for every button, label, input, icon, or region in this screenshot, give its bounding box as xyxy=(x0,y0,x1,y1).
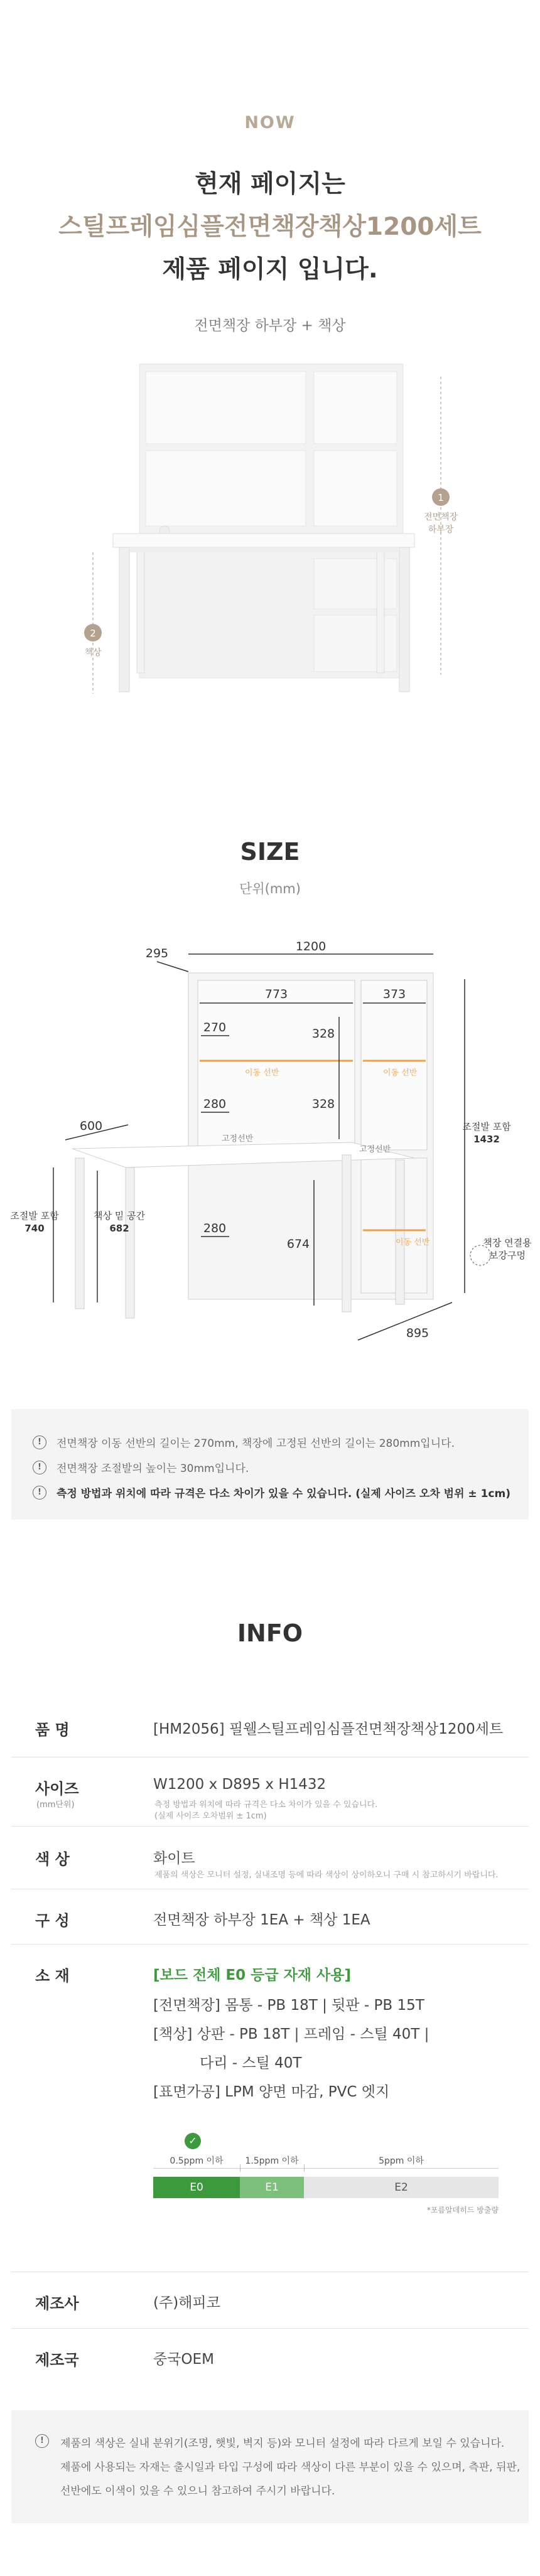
info-icon: ! xyxy=(35,2434,49,2448)
info-row-material xyxy=(11,1945,529,2272)
note-text-3: 측정 방법과 위치에 따라 규격은 다소 차이가 있을 수 있습니다. (실제 사이즈 오차 범위 ± 1cm) xyxy=(57,1488,510,1500)
note-text-2: 전면책장 조절발의 높이는 30mm입니다. xyxy=(57,1462,249,1475)
fixed-shelf-label-2: 고정선반 xyxy=(359,1145,391,1154)
dim-295: 295 xyxy=(145,947,169,960)
material-label: 소 재 xyxy=(35,1967,70,1985)
dim-373: 373 xyxy=(382,987,406,1001)
product-illustration xyxy=(0,352,540,791)
dim-674: 674 xyxy=(286,1237,310,1251)
dim-895: 895 xyxy=(406,1326,429,1340)
info-icon: ! xyxy=(33,1436,46,1449)
material-line-1: [전면책장] 몸통 - PB 18T | 뒷판 - PB 15T xyxy=(153,1997,424,2014)
callout-bookcase xyxy=(424,377,458,675)
desk-space-value: 682 xyxy=(109,1223,129,1234)
product-label: 품 명 xyxy=(35,1721,70,1739)
note-row-3 xyxy=(33,1484,510,1500)
size-label: 사이즈 xyxy=(35,1780,79,1798)
now-badge: NOW xyxy=(244,113,296,132)
heading-line-1: 현재 페이지는 xyxy=(195,170,345,198)
heading-line-3: 제품 페이지 입니다. xyxy=(162,255,378,284)
size-notes-box xyxy=(11,1409,529,1520)
formaldehyde-grade-chart xyxy=(153,2133,499,2227)
note-row-1 xyxy=(33,1434,455,1450)
info-row-composition xyxy=(11,1889,529,1945)
connector-label-2: 보강구멍 xyxy=(489,1250,526,1261)
size-note-2: (실제 사이즈 오차범위 ± 1cm) xyxy=(154,1811,267,1821)
composition-value: 전면책장 하부장 1EA + 책상 1EA xyxy=(153,1912,370,1928)
dim-328-lower: 328 xyxy=(311,1097,335,1111)
check-icon: ✓ xyxy=(185,2133,201,2149)
material-headline: [보드 전체 E0 등급 자재 사용] xyxy=(153,1967,351,1983)
note-text-1: 전면책장 이동 선반의 길이는 270mm, 책장에 고정된 선반의 길이는 280mm입니다. xyxy=(57,1437,455,1450)
info-row-product xyxy=(11,1695,529,1758)
material-line-2: [책상] 상판 - PB 18T | 프레임 - 스틸 40T | xyxy=(153,2026,429,2042)
fixed-shelf-label-1: 고정선반 xyxy=(222,1134,254,1144)
country-value: 중국OEM xyxy=(153,2351,214,2368)
dim-600: 600 xyxy=(79,1119,103,1133)
size-section-title: SIZE xyxy=(240,838,300,866)
dim-270: 270 xyxy=(203,1021,227,1034)
color-label: 색 상 xyxy=(35,1850,70,1868)
size-label-unit: (mm단위) xyxy=(36,1800,75,1810)
move-shelf-label-2: 이동 선반 xyxy=(383,1068,418,1078)
grade-e2-bar: E2 xyxy=(304,2177,499,2198)
color-value: 화이트 xyxy=(153,1850,195,1867)
move-shelf-label-3: 이동 선반 xyxy=(396,1238,430,1247)
info-row-country xyxy=(11,2329,529,2385)
grade-e0-threshold: 0.5ppm 이하 xyxy=(170,2156,224,2166)
size-note-1: 측정 방법과 위치에 따라 규격은 다소 차이가 있을 수 있습니다. xyxy=(154,1800,378,1810)
material-line-4: [표면가공] LPM 양면 마감, PVC 엣지 xyxy=(153,2084,390,2100)
dim-328-upper: 328 xyxy=(311,1027,335,1041)
move-shelf-label-1: 이동 선반 xyxy=(245,1068,279,1078)
dim-773: 773 xyxy=(264,987,288,1001)
callout-1-line-1: 전면책장 xyxy=(423,512,458,522)
grade-e0-bar: E0 xyxy=(153,2177,240,2198)
footer-line-1: 제품의 색상은 실내 분위기(조명, 햇빛, 벽지 등)와 모니터 설정에 따라 다르게 보일 수 있습니다. xyxy=(60,2437,505,2450)
callout-1-line-2: 하부장 xyxy=(428,525,454,535)
info-row-color xyxy=(11,1827,529,1889)
dimension-diagram xyxy=(0,942,540,1381)
grade-e2-threshold: 5ppm 이하 xyxy=(379,2156,424,2166)
footer-line-3: 선반에도 이색이 있을 수 있으니 참고하여 주시기 바랍니다. xyxy=(60,2485,335,2498)
bookcase-illustration xyxy=(139,364,403,678)
info-row-maker xyxy=(11,2272,529,2329)
left-adjuster-value: 740 xyxy=(24,1223,45,1234)
material-line-3: 다리 - 스틸 40T xyxy=(200,2055,302,2071)
footer-line-2: 제품에 사용되는 자재는 출시일과 타입 구성에 따라 색상이 다른 부분이 있을 수 있으며, 측판, 뒤판, xyxy=(60,2461,521,2474)
product-value: [HM2056] 필웰스틸프레임심플전면책장책상1200세트 xyxy=(153,1721,504,1737)
dim-280-upper: 280 xyxy=(203,1097,227,1111)
callout-1-number: 1 xyxy=(438,492,444,503)
info-row-size xyxy=(11,1758,529,1827)
set-composition-subtitle: 전면책장 하부장 + 책상 xyxy=(194,318,346,334)
info-icon: ! xyxy=(33,1486,46,1500)
info-icon: ! xyxy=(33,1461,46,1474)
size-unit: 단위(mm) xyxy=(239,881,301,896)
dim-280-lower: 280 xyxy=(203,1221,227,1235)
callout-desk xyxy=(84,552,102,694)
size-value: W1200 x D895 x H1432 xyxy=(153,1776,327,1793)
heading-product-name: 스틸프레임심플전면책장책상1200세트 xyxy=(58,213,482,241)
dim-1200: 1200 xyxy=(295,942,327,953)
info-section-title: INFO xyxy=(237,1619,303,1647)
maker-label: 제조사 xyxy=(35,2295,79,2312)
color-note: 제품의 색상은 모니터 설정, 실내조명 등에 따라 색상이 상이하오니 구매 시 참고하시기 바랍니다. xyxy=(154,1870,499,1880)
callout-2-label: 책상 xyxy=(84,648,102,658)
color-disclaimer-box xyxy=(11,2410,529,2523)
right-adjuster-label: 조절발 포함 xyxy=(462,1121,511,1132)
grade-e1-bar: E1 xyxy=(240,2177,304,2198)
desk-space-label: 책상 밑 공간 xyxy=(94,1210,145,1221)
left-adjuster-label: 조절발 포함 xyxy=(10,1210,59,1221)
grade-note: *포름알데히드 방출량 xyxy=(426,2206,499,2214)
grade-e1-threshold: 1.5ppm 이하 xyxy=(245,2156,299,2166)
country-label: 제조국 xyxy=(35,2351,79,2369)
maker-value: (주)해피코 xyxy=(153,2295,220,2311)
connector-label-1: 책장 연결용 xyxy=(483,1237,532,1248)
right-adjuster-value: 1432 xyxy=(473,1134,500,1145)
callout-2-number: 2 xyxy=(90,628,96,639)
note-row-2 xyxy=(33,1459,249,1475)
composition-label: 구 성 xyxy=(35,1912,70,1929)
